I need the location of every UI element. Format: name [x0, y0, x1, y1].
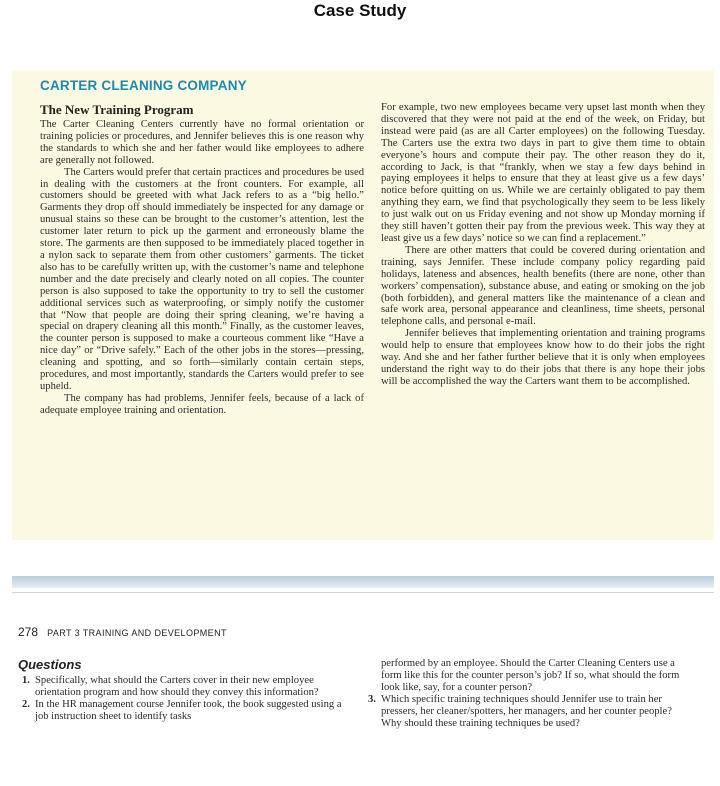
- question-text: In the HR management course Jennifer took, the book suggested using a job instruction sheet to identify tasks: [35, 699, 342, 722]
- question-number: 1.: [22, 675, 30, 686]
- question-text: Specifically, what should the Carters cover in their new employee orientation program and how should they convey this information?: [35, 675, 319, 698]
- case-left-column: [40, 102, 364, 417]
- case-paragraph: For example, two new employees became very upset last month when they discovered that they were not paid at the end of the week, on Friday, but instead were paid (as are all Carter employees) on the following Tuesday. The Carters use the extra two days in part to give them time to obtain everyone’s hours and compute their pay. The other reason they do it, according to Jack, is that “frankly, when we stay a few days behind in paying employees it helps to ensure that they at least give us a few days’ notice before quitting on us. While we are certainly obligated to pay them anything they earn, we find that psychologically they seem to be less likely to just walk out on us Friday evening and not show up Monday morning if they still haven’t gotten their pay from the previous week. This way they at least give us a few days’ notice so we can find a replacement.”: [381, 102, 705, 244]
- question-item: [22, 675, 342, 699]
- questions-left-column: [22, 675, 342, 723]
- case-study-box: [12, 70, 714, 540]
- page-number: 278: [18, 625, 39, 639]
- question-item: [368, 694, 686, 730]
- case-paragraph: The company has had problems, Jennifer feels, because of a lack of adequate employee training and orientation.: [40, 392, 364, 416]
- question-continuation: performed by an employee. Should the Carter Cleaning Centers use a form like this for the counter person’s job? If so, what should the form look like, say, for a counter person?: [381, 658, 680, 693]
- section-divider-band: [12, 576, 714, 588]
- case-paragraph: Jennifer believes that implementing orientation and training programs would help to ensure that employees know how to do their jobs the right way. And she and her father further believe that it is only when employees understand the right way to do their jobs that there is any hope their jobs will be accomplished the way the Carters want them to be accomplished.: [381, 328, 705, 387]
- questions-heading: Questions: [18, 657, 82, 672]
- case-paragraph: The Carters would prefer that certain practices and procedures be used in dealing with the customers at the front counters. For example, all customers should be greeted with what Jack refers to as a “big hello.” Garments they drop off should immediately be inspected for any damage or unusual stains so these can be brought to the customer’s attention, lest the customer later return to pick up the garment and erroneously blame the store. The garments are then supposed to be immediately placed together in a nylon sack to separate them from other customers’ garments. The ticket also has to be carefully written up, with the customer’s name and telephone number and the date precisely and clearly noted on all copies. The counter person is also supposed to take the opportunity to try to sell the customer additional services such as waterproofing, or simply notify the customer that “Now that people are doing their spring cleaning, we’re having a special on drapery cleaning all this month.” Finally, as the customer leaves, the counter person is supposed to make a courteous comment like “Have a nice day” or “Drive safely.” Each of the other jobs in the stores—pressing, cleaning and spotting, and so forth—similarly contain certain steps, procedures, and most importantly, standards the Carters would prefer to see upheld.: [40, 166, 364, 392]
- question-item: [22, 699, 342, 723]
- case-paragraph: There are other matters that could be covered during orientation and training, says Jennifer. These include company policy regarding paid holidays, lateness and absences, health benefits (there are none, other than workers’ compensation), substance abuse, and eating or smoking on the job (both forbidden), and general matters like the maintenance of a clean and safe work area, personal appearance and cleanliness, time sheets, personal telephone calls, and personal e-mail.: [381, 244, 705, 328]
- question-number: 2.: [22, 699, 30, 710]
- page-footer: [18, 625, 227, 639]
- question-number: 3.: [368, 694, 376, 705]
- section-label: PART 3 TRAINING AND DEVELOPMENT: [47, 628, 227, 638]
- section-divider-line: [12, 592, 714, 593]
- case-subheading: The New Training Program: [40, 102, 194, 117]
- question-text: Which specific training techniques should Jennifer use to train her pressers, her cleaner/spotters, her managers, and her counter people? Why should these training techniques be used?: [381, 694, 672, 729]
- case-paragraph: The Carter Cleaning Centers currently have no formal orientation or training policies or procedures, and Jennifer believes this is one reason why the standards to which she and her father would like employees to adhere are generally not followed.: [40, 119, 364, 166]
- page-title: Case Study: [313, 1, 407, 20]
- case-right-column: [381, 102, 705, 388]
- questions-right-column: [368, 658, 686, 730]
- company-heading: CARTER CLEANING COMPANY: [40, 78, 247, 93]
